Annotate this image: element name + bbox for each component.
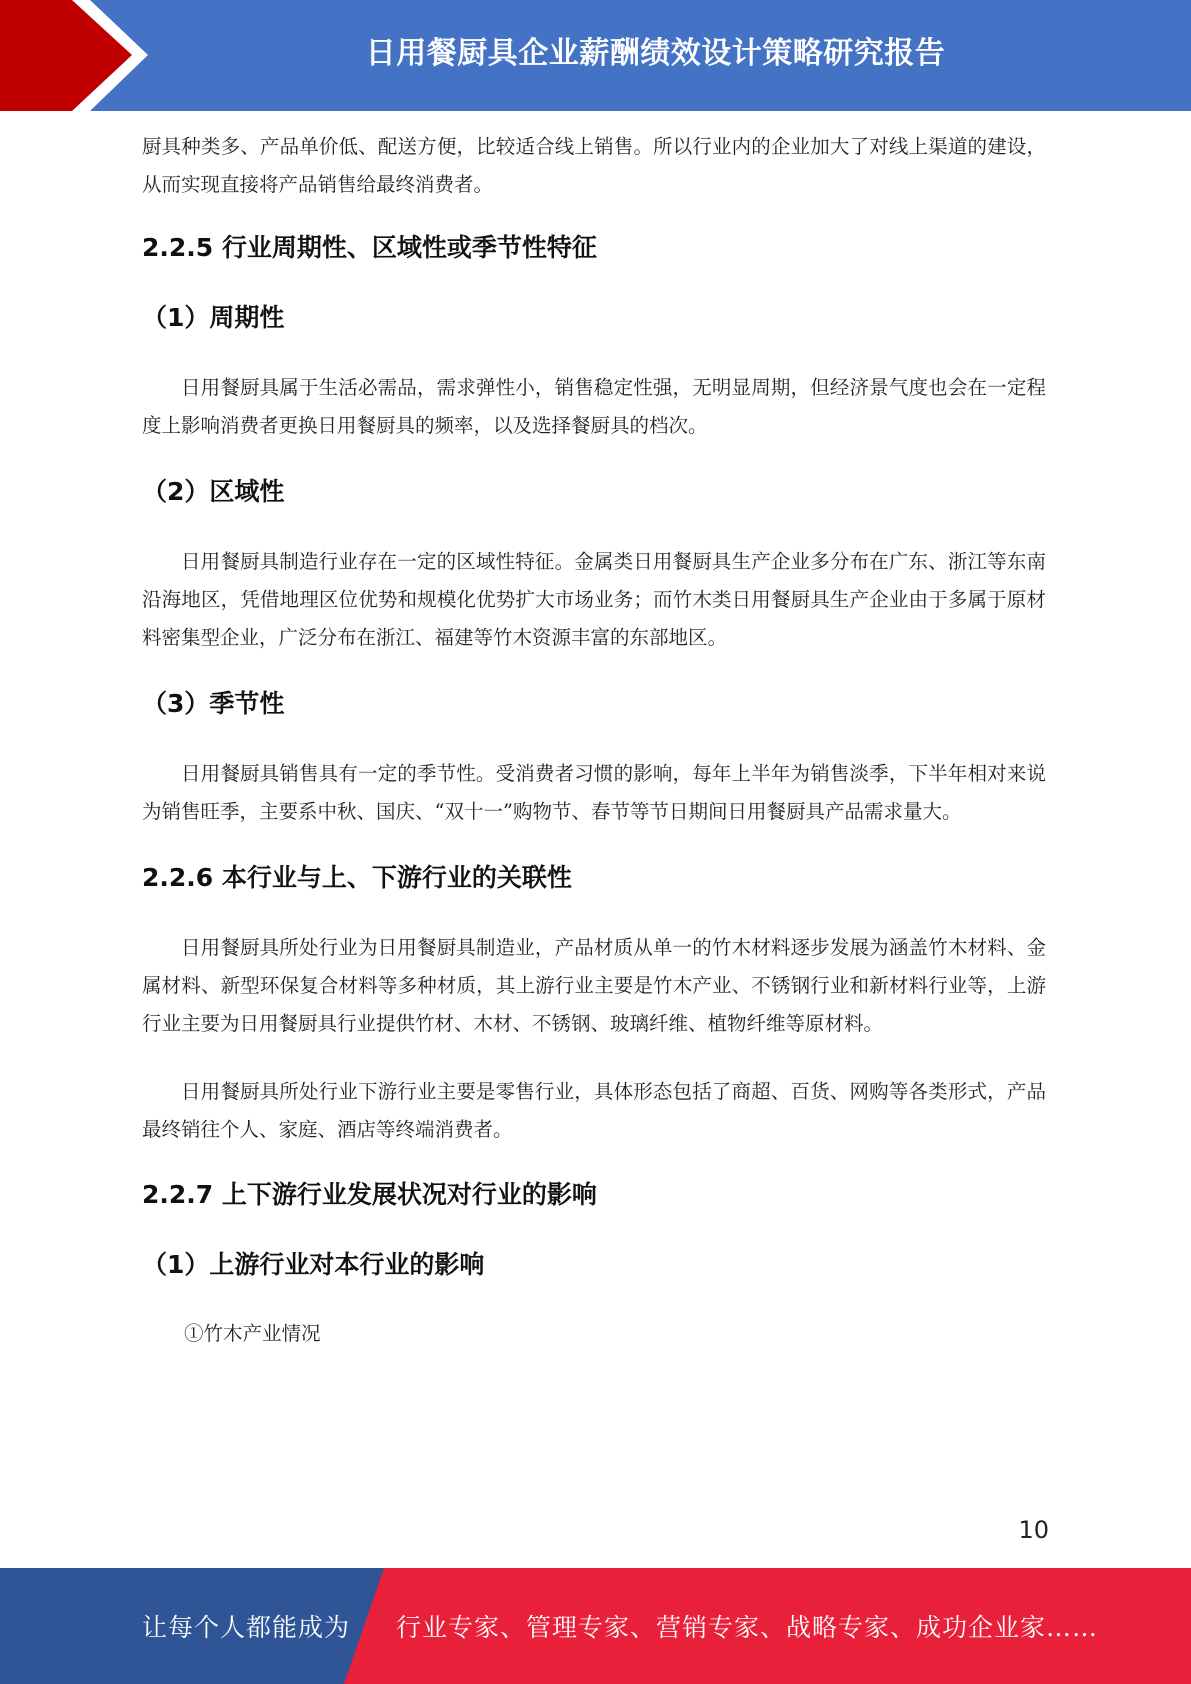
header-arrow-decoration xyxy=(0,0,160,111)
header-title: 日用餐厨具企业薪酬绩效设计策略研究报告 xyxy=(365,36,946,71)
footer-slogan-right: 行业专家、管理专家、营销专家、战略专家、成功企业家…… xyxy=(396,1613,1099,1642)
section-heading-2-2-5: 2.2.5 行业周期性、区域性或季节性特征 xyxy=(142,233,597,262)
subheading-regional: （2）区域性 xyxy=(142,477,285,506)
page-number: 10 xyxy=(1018,1516,1049,1544)
paragraph-cyclical: 日用餐厨具属于生活必需品，需求弹性小，销售稳定性强，无明显周期，但经济景气度也会在一定程度上影响消费者更换日用餐厨具的频率，以及选择餐厨具的档次。 xyxy=(142,376,1046,437)
page-content xyxy=(142,128,1046,1353)
section-heading-2-2-7: 2.2.7 上下游行业发展状况对行业的影响 xyxy=(142,1180,597,1209)
page-header xyxy=(0,0,1191,111)
paragraph-regional: 日用餐厨具制造行业存在一定的区域性特征。金属类日用餐厨具生产企业多分布在广东、浙江等东南沿海地区，凭借地理区位优势和规模化优势扩大市场业务；而竹木类日用餐厨具生产企业由于多属于原材料密集型企业，广泛分布在浙江、福建等竹木资源丰富的东部地区。 xyxy=(142,550,1046,649)
paragraph-intro: 厨具种类多、产品单价低、配送方便，比较适合线上销售。所以行业内的企业加大了对线上渠道的建设，从而实现直接将产品销售给最终消费者。 xyxy=(142,135,1046,196)
subheading-upstream-impact: （1）上游行业对本行业的影响 xyxy=(142,1250,485,1279)
subheading-seasonal: （3）季节性 xyxy=(142,689,285,718)
page-footer xyxy=(0,1568,1191,1684)
subheading-cyclical: （1）周期性 xyxy=(142,303,285,332)
paragraph-upstream: 日用餐厨具所处行业为日用餐厨具制造业，产品材质从单一的竹木材料逐步发展为涵盖竹木材料、金属材料、新型环保复合材料等多种材质，其上游行业主要是竹木产业、不锈钢行业和新材料行业等，上游行业主要为日用餐厨具行业提供竹材、木材、不锈钢、玻璃纤维、植物纤维等原材料。 xyxy=(142,936,1046,1035)
list-item-bamboo: ①竹木产业情况 xyxy=(184,1322,321,1345)
section-heading-2-2-6: 2.2.6 本行业与上、下游行业的关联性 xyxy=(142,863,572,892)
paragraph-downstream: 日用餐厨具所处行业下游行业主要是零售行业，具体形态包括了商超、百货、网购等各类形式，产品最终销往个人、家庭、酒店等终端消费者。 xyxy=(142,1080,1046,1141)
paragraph-seasonal: 日用餐厨具销售具有一定的季节性。受消费者习惯的影响，每年上半年为销售淡季，下半年相对来说为销售旺季，主要系中秋、国庆、“双十一”购物节、春节等节日期间日用餐厨具产品需求量大。 xyxy=(142,762,1046,823)
footer-slogan-left: 让每个人都能成为 xyxy=(142,1613,351,1642)
